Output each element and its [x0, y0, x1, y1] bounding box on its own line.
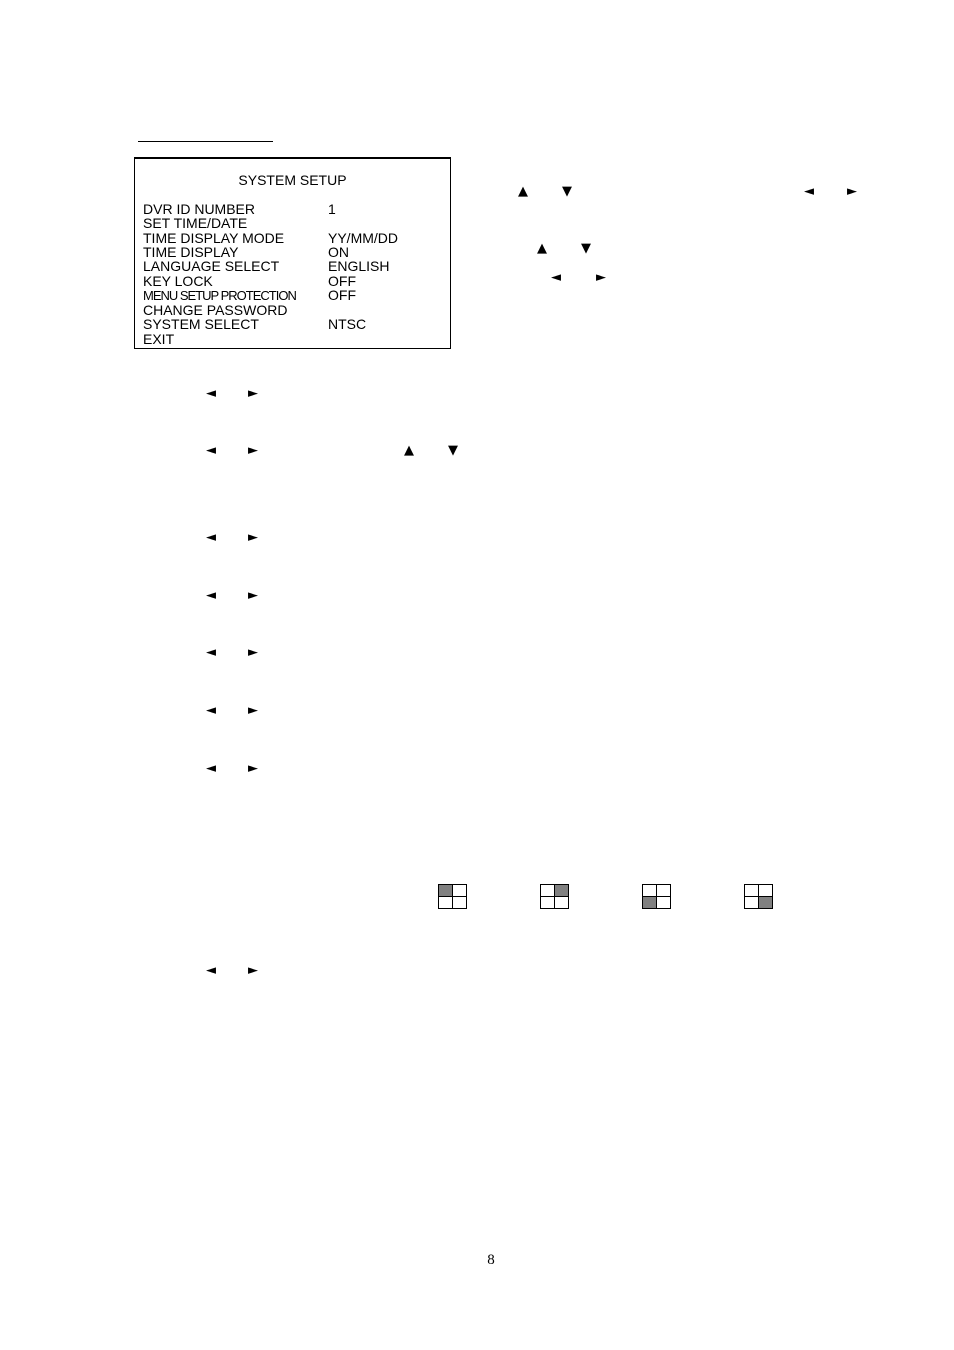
menu-row-label: CHANGE PASSWORD [143, 302, 288, 318]
left-arrow-icon: ◄ [551, 270, 561, 285]
up-arrow-icon: ▲ [518, 184, 528, 199]
right-arrow-icon: ► [248, 530, 258, 545]
left-arrow-icon: ◄ [206, 588, 216, 603]
system-setup-menu [134, 157, 451, 349]
menu-row-label: DVR ID NUMBER [143, 201, 256, 217]
menu-row-value: OFF [328, 273, 356, 289]
menu-row-label: TIME DISPLAY MODE [143, 230, 285, 246]
menu-row-label: KEY LOCK [143, 273, 213, 289]
down-arrow-icon: ▼ [562, 184, 572, 199]
menu-row-label: MENU SETUP PROTECTION [143, 288, 296, 303]
up-arrow-icon: ▲ [404, 443, 414, 458]
right-arrow-icon: ► [248, 386, 258, 401]
right-arrow-icon: ► [248, 703, 258, 718]
right-arrow-icon: ► [847, 184, 857, 199]
menu-title: SYSTEM SETUP [238, 172, 347, 188]
up-arrow-icon: ▲ [537, 241, 547, 256]
menu-row-value: YY/MM/DD [328, 230, 398, 246]
left-arrow-icon: ◄ [206, 645, 216, 660]
left-arrow-icon: ◄ [206, 386, 216, 401]
left-arrow-icon: ◄ [804, 184, 814, 199]
quad-bottom-right-icon [744, 884, 773, 909]
right-arrow-icon: ► [248, 645, 258, 660]
menu-row-value: ON [328, 244, 349, 260]
heading-underline [138, 141, 273, 142]
menu-row-label: TIME DISPLAY [143, 244, 239, 260]
left-arrow-icon: ◄ [206, 761, 216, 776]
quad-top-left-icon [438, 884, 467, 909]
menu-row-label: SYSTEM SELECT [143, 316, 259, 332]
menu-row-value: OFF [328, 287, 356, 303]
right-arrow-icon: ► [248, 443, 258, 458]
menu-row-value: ENGLISH [328, 258, 390, 274]
right-arrow-icon: ► [248, 761, 258, 776]
left-arrow-icon: ◄ [206, 530, 216, 545]
page-number: 8 [487, 1252, 495, 1268]
right-arrow-icon: ► [596, 270, 606, 285]
quad-bottom-left-icon [642, 884, 671, 909]
menu-row-label: EXIT [143, 331, 175, 347]
right-arrow-icon: ► [248, 588, 258, 603]
down-arrow-icon: ▼ [581, 241, 591, 256]
menu-row-label: SET TIME/DATE [143, 215, 248, 231]
down-arrow-icon: ▼ [448, 443, 458, 458]
left-arrow-icon: ◄ [206, 443, 216, 458]
menu-row-value: NTSC [328, 316, 367, 332]
right-arrow-icon: ► [248, 963, 258, 978]
menu-row-label: LANGUAGE SELECT [143, 258, 280, 274]
left-arrow-icon: ◄ [206, 703, 216, 718]
left-arrow-icon: ◄ [206, 963, 216, 978]
quad-top-right-icon [540, 884, 569, 909]
menu-row-value: 1 [328, 201, 336, 217]
